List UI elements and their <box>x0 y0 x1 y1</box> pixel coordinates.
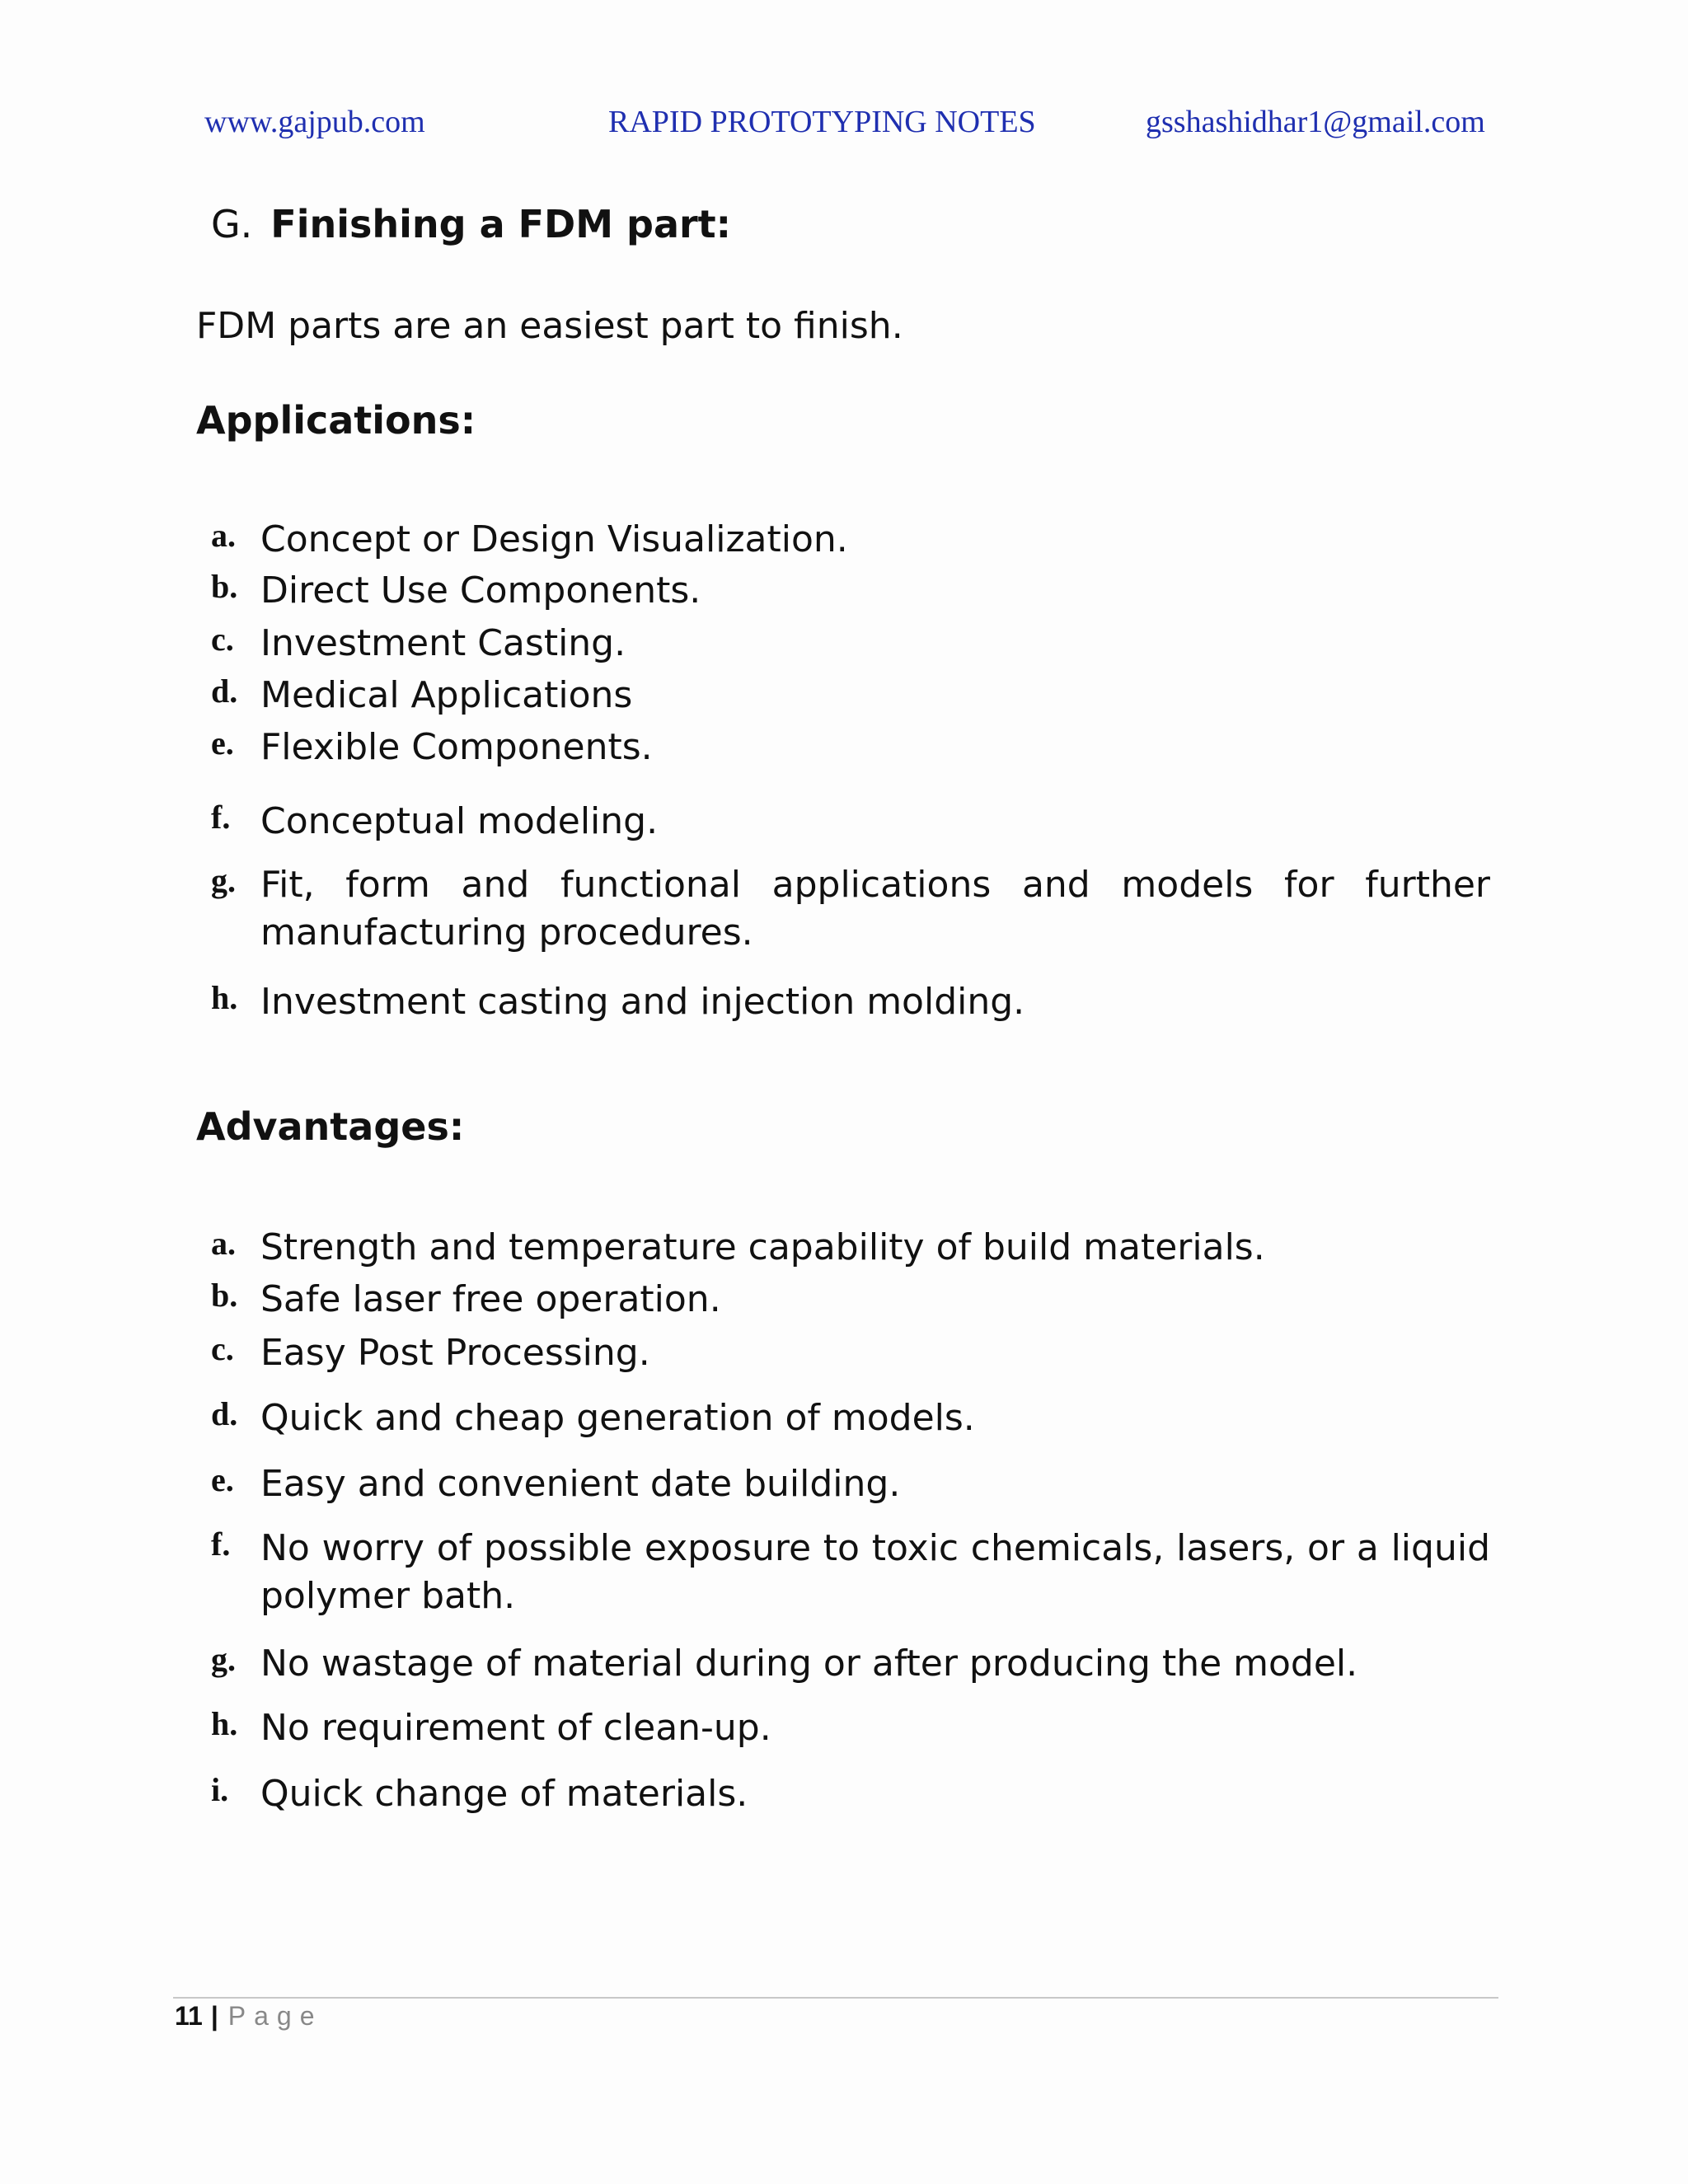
list-text: Conceptual modeling. <box>260 800 659 842</box>
footer-divider <box>173 1997 1498 1999</box>
list-text: Quick change of materials. <box>260 1773 748 1815</box>
list-text: Easy Post Processing. <box>260 1332 650 1374</box>
list-text: Concept or Design Visualization. <box>260 518 848 560</box>
list-marker: e. <box>211 1461 234 1498</box>
list-marker: d. <box>211 673 238 710</box>
footer-separator: | <box>210 2001 218 2031</box>
list-marker: a. <box>211 1225 236 1262</box>
list-text: No wastage of material during or after producing the model. <box>260 1643 1358 1685</box>
page-label: Page <box>227 2001 323 2031</box>
header-email: gsshashidhar1@gmail.com <box>1146 105 1485 139</box>
list-marker: f. <box>211 799 231 836</box>
page-header <box>0 104 1688 145</box>
list-marker: a. <box>211 517 236 554</box>
list-marker: d. <box>211 1395 238 1432</box>
list-text: Quick and cheap generation of models. <box>260 1397 975 1439</box>
list-text: Medical Applications <box>260 674 633 716</box>
page-footer <box>175 2001 323 2032</box>
list-text: Investment Casting. <box>260 622 626 664</box>
list-text: Investment casting and injection molding. <box>260 981 1025 1023</box>
list-text: No requirement of clean-up. <box>260 1707 771 1749</box>
applications-heading: Applications: <box>196 398 476 443</box>
list-text: Fit, form and functional applications and models for further manufacturing procedures. <box>260 864 1490 954</box>
list-text: Strength and temperature capability of build materials. <box>260 1226 1265 1268</box>
list-marker: c. <box>211 1330 234 1367</box>
advantages-heading: Advantages: <box>196 1104 465 1149</box>
section-title-text: Finishing a FDM part: <box>270 202 732 246</box>
list-marker: g. <box>211 862 236 899</box>
list-text: Direct Use Components. <box>260 569 701 612</box>
list-marker: b. <box>211 1277 238 1314</box>
list-marker: i. <box>211 1771 229 1808</box>
list-text: Safe laser free operation. <box>260 1278 721 1320</box>
list-marker: c. <box>211 621 234 658</box>
list-text: Easy and convenient date building. <box>260 1463 901 1505</box>
list-marker: g. <box>211 1641 236 1678</box>
list-marker: e. <box>211 724 234 762</box>
intro-paragraph: FDM parts are an easiest part to finish. <box>196 305 903 347</box>
list-marker: b. <box>211 568 238 605</box>
section-letter: G. <box>211 202 253 246</box>
list-text: Flexible Components. <box>260 726 653 768</box>
section-title <box>211 202 731 246</box>
page-number: 11 <box>175 2001 203 2031</box>
list-marker: h. <box>211 979 238 1016</box>
list-text: No worry of possible exposure to toxic chemicals, lasers, or a liquid polymer bath. <box>260 1527 1490 1617</box>
header-title: RAPID PROTOTYPING NOTES <box>608 105 1036 139</box>
header-website: www.gajpub.com <box>204 105 425 139</box>
list-marker: h. <box>211 1705 238 1742</box>
list-marker: f. <box>211 1526 231 1563</box>
